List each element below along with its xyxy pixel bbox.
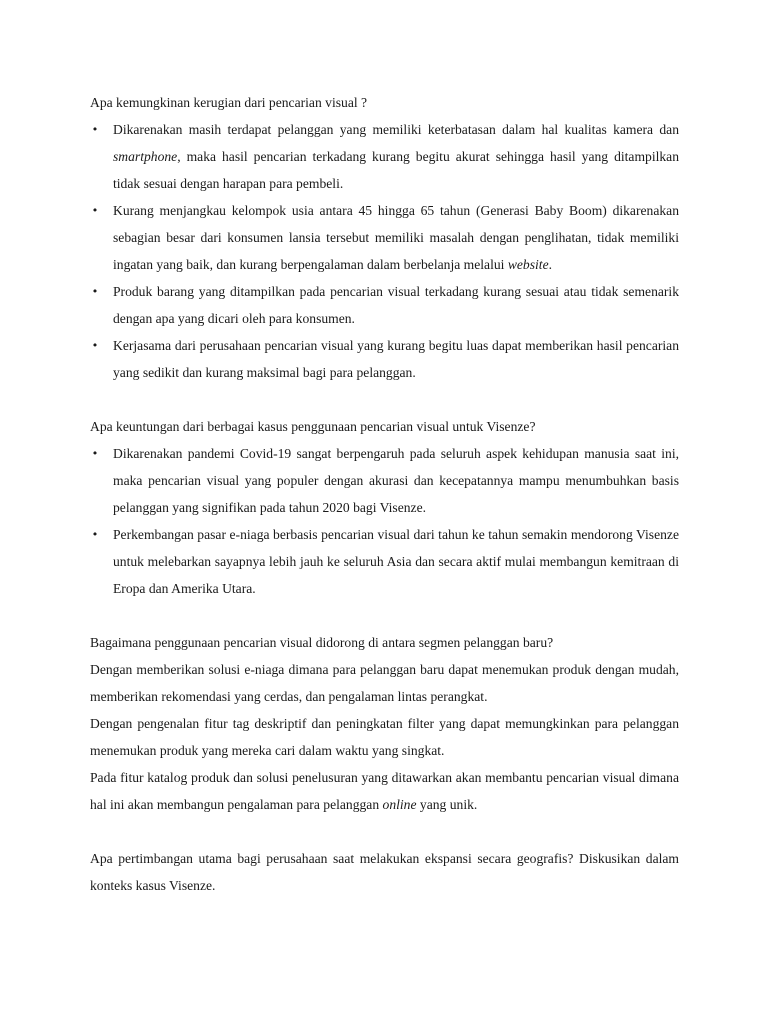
answer-paragraph: Dengan memberikan solusi e-niaga dimana para pelanggan baru dapat menemukan produk dengan mudah, memberikan rekomendasi yang cerdas, dan pengalaman lintas perangkat.: [90, 662, 679, 704]
question-heading: Apa keuntungan dari berbagai kasus penggunaan pencarian visual untuk Visenze?: [90, 419, 536, 434]
bullet-icon: •: [91, 123, 99, 136]
bullet-icon: •: [91, 285, 99, 298]
bullet-list: [90, 116, 679, 386]
list-item: • Perkembangan pasar e-niaga berbasis pencarian visual dari tahun ke tahun semakin mendorong Visenze untuk melebarkan sayapnya lebih jauh ke seluruh Asia dan secara aktif mulai membangun kemitraan di Eropa dan Amerika Utara.: [90, 521, 679, 602]
answer-paragraph: Pada fitur katalog produk dan solusi penelusuran yang ditawarkan akan membantu pencarian visual dimana hal ini akan membangun pengalaman para pelanggan online yang unik.: [90, 770, 679, 812]
section-expansion: [90, 845, 679, 899]
bullet-list: [90, 440, 679, 602]
question-heading: Apa pertimbangan utama bagi perusahaan saat melakukan ekspansi secara geografis? Diskusikan dalam konteks kasus Visenze.: [90, 851, 679, 893]
paragraph-spacer: [90, 386, 679, 413]
bullet-icon: •: [91, 339, 99, 352]
question-heading: Bagaimana penggunaan pencarian visual didorong di antara segmen pelanggan baru?: [90, 635, 554, 650]
list-item: • Kurang menjangkau kelompok usia antara 45 hingga 65 tahun (Generasi Baby Boom) dikarenakan sebagian besar dari konsumen lansia tersebut memiliki masalah dengan penglihatan, tidak memiliki ingatan yang baik, dan kurang berpengalaman dalam berbelanja melalui website.: [90, 197, 679, 278]
paragraph-spacer: [90, 818, 679, 845]
answer-paragraph: Dengan pengenalan fitur tag deskriptif dan peningkatan filter yang dapat memungkinkan para pelanggan menemukan produk yang mereka cari dalam waktu yang singkat.: [90, 716, 679, 758]
list-item: • Kerjasama dari perusahaan pencarian visual yang kurang begitu luas dapat memberikan hasil pencarian yang sedikit dan kurang maksimal bagi para pelanggan.: [90, 332, 679, 386]
section-disadvantages: [90, 89, 679, 386]
list-item: • Dikarenakan pandemi Covid-19 sangat berpengaruh pada seluruh aspek kehidupan manusia saat ini, maka pencarian visual yang populer dengan akurasi dan kecepatannya mampu menumbuhkan basis pelanggan yang signifikan pada tahun 2020 bagi Visenze.: [90, 440, 679, 521]
section-new-segments: [90, 629, 679, 818]
list-item: • Produk barang yang ditampilkan pada pencarian visual terkadang kurang sesuai atau tidak semenarik dengan apa yang dicari oleh para konsumen.: [90, 278, 679, 332]
list-item: • Dikarenakan masih terdapat pelanggan yang memiliki keterbatasan dalam hal kualitas kamera dan smartphone, maka hasil pencarian terkadang kurang begitu akurat sehingga hasil yang ditampilkan tidak sesuai dengan harapan para pembeli.: [90, 116, 679, 197]
question-heading: Apa kemungkinan kerugian dari pencarian visual ?: [90, 95, 368, 110]
paragraph-spacer: [90, 602, 679, 629]
section-advantages: [90, 413, 679, 602]
bullet-icon: •: [91, 204, 99, 217]
document-page: [90, 89, 679, 899]
bullet-icon: •: [91, 528, 99, 541]
bullet-icon: •: [91, 447, 99, 460]
